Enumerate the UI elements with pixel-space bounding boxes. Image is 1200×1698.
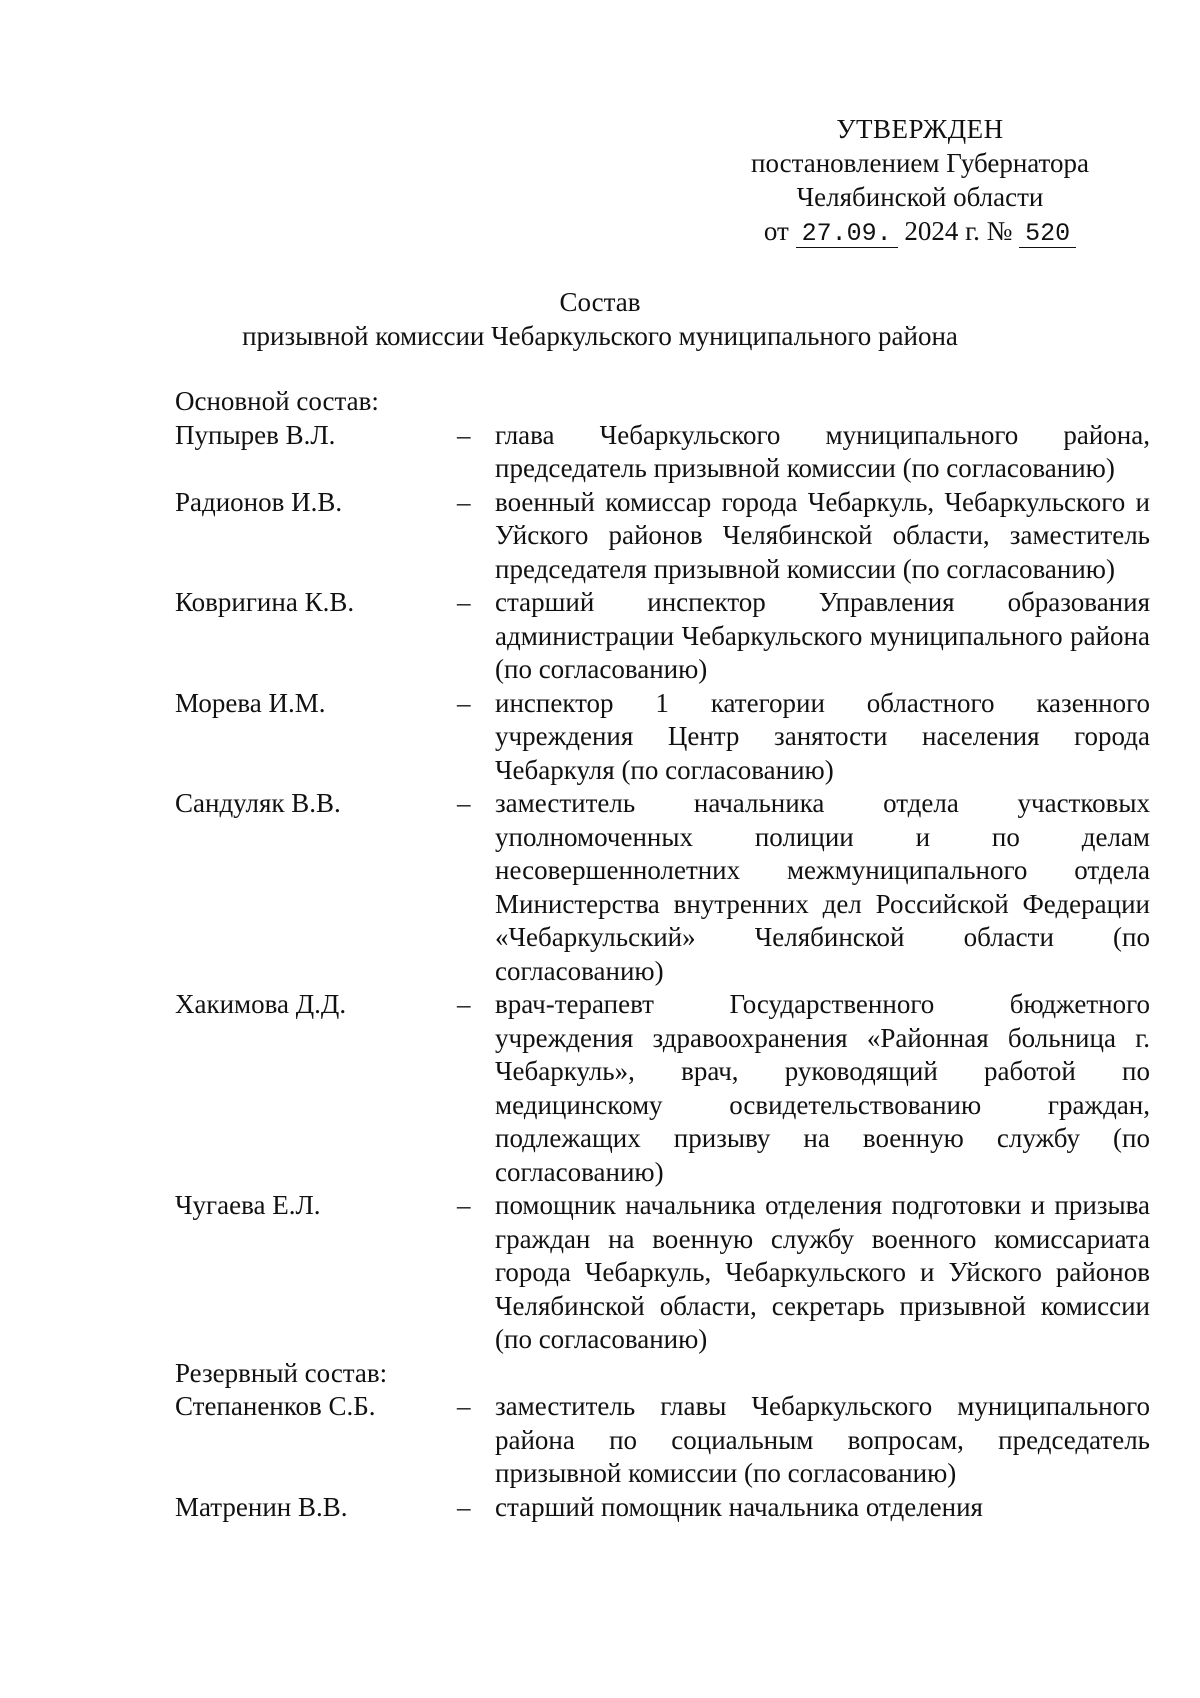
member-dash: – [457,1491,471,1522]
member-dash: – [457,687,471,718]
approval-stamp: УТВЕРЖДЕН [836,114,1004,144]
approval-date-line [700,214,1140,248]
member-dash: – [457,989,471,1019]
reserve-members-list [175,1390,1150,1524]
title-line-2: призывной комиссии Чебаркульского муниципального района [242,321,958,351]
member-dash: – [457,1190,471,1220]
member-name: Ковригина К.В. [175,587,355,617]
member-dash: – [457,419,471,450]
member-name: Хакимова Д.Д. [175,989,347,1019]
member-row [175,787,1150,988]
member-name: Радионов И.В. [175,486,343,517]
main-section-heading: Основной состав: [175,386,379,416]
member-dash: – [457,486,471,517]
date-prefix: от [763,216,789,246]
member-role: помощник начальника отделения подготовки и призыва граждан на военную службу военного комиссариата города Чебаркуль, Чебаркульского и Уйского районов Челябинской области, секретарь призывной комиссии (по согласованию) [495,1190,1150,1354]
member-role: глава Чебаркульского муниципального района, председатель призывной комиссии (по согласованию) [495,419,1150,483]
member-name: Морева И.М. [175,687,326,718]
member-dash: – [457,788,471,818]
member-name: Матренин В.В. [175,1491,348,1522]
member-row [175,1189,1150,1357]
member-name: Пупырев В.Л. [175,419,336,450]
decree-number: 520 [1019,221,1076,248]
member-row [175,419,1150,486]
approval-line-2: Челябинской области [796,182,1044,212]
approval-line-1: постановлением Губернатора [751,148,1089,178]
member-name: Степаненков С.Б. [175,1391,376,1421]
member-role: врач-терапевт Государственного бюджетного учреждения здравоохранения «Районная больница г. Чебаркуль», врач, руководящий работой по медицинскому освидетельствованию граждан, подлежащих призыву на военную службу (по согласованию) [495,989,1150,1187]
member-row [175,586,1150,687]
member-role: военный комиссар города Чебаркуль, Чебаркульского и Уйского районов Челябинской области, заместитель председателя призывной комиссии (по согласованию) [495,486,1150,584]
member-dash: – [457,587,471,617]
member-role: инспектор 1 категории областного казенного учреждения Центр занятости населения города Чебаркуля (по согласованию) [495,687,1150,785]
reserve-section-heading: Резервный состав: [175,1357,388,1388]
member-role: заместитель начальника отдела участковых уполномоченных полиции и по делам несовершеннолетних межмуниципального отдела Министерства внутренних дел Российской Федерации «Чебаркульский» Челябинской области (по согласованию) [495,788,1150,986]
date-suffix: 2024 г. № [904,216,1013,246]
member-row [175,1390,1150,1491]
title-line-1: Состав [559,287,641,317]
member-dash: – [457,1391,471,1421]
member-row [175,988,1150,1189]
member-role: старший помощник начальника отделения [495,1491,983,1522]
member-name: Чугаева Е.Л. [175,1190,321,1220]
member-role: старший инспектор Управления образования администрации Чебаркульского муниципального района (по согласованию) [495,587,1150,684]
member-row [175,1491,1150,1525]
document-title [0,285,1200,353]
member-row [175,486,1150,587]
commission-members [175,385,1150,1524]
member-row [175,687,1150,788]
main-members-list [175,419,1150,1357]
member-name: Сандуляк В.В. [175,788,341,818]
approval-stamp-block [700,112,1140,248]
date-value: 27.09. [796,221,898,248]
member-role: заместитель главы Чебаркульского муниципального района по социальным вопросам, председатель призывной комиссии (по согласованию) [495,1391,1150,1488]
